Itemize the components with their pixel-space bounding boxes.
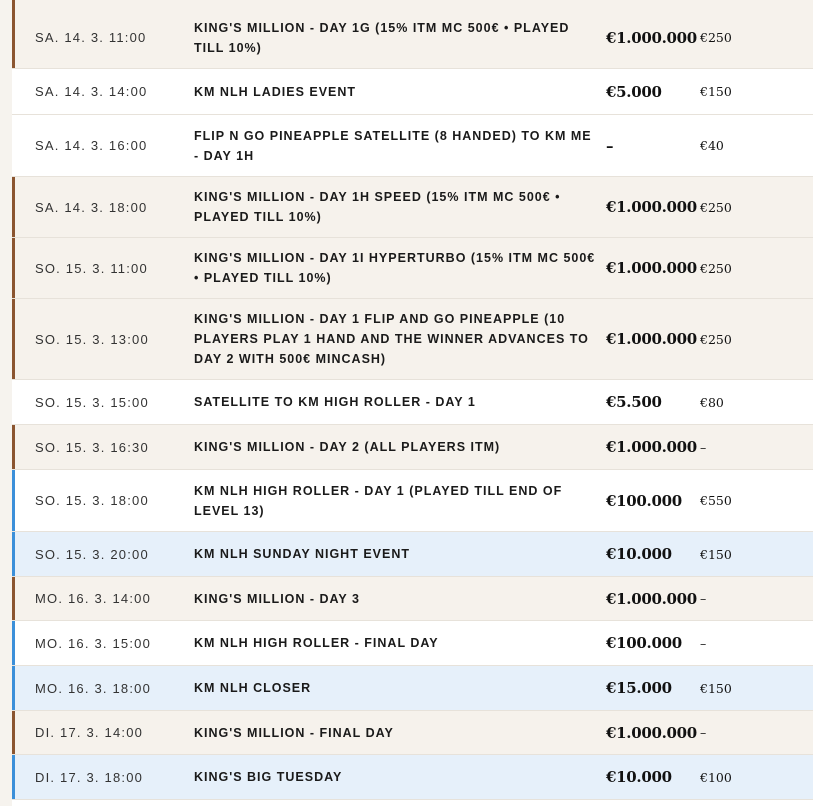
event-buyin: €150 bbox=[700, 84, 732, 99]
event-buyin: €250 bbox=[700, 331, 732, 347]
event-row[interactable] bbox=[12, 755, 813, 800]
event-name[interactable]: KING'S MILLION - FINAL DAY bbox=[194, 725, 394, 740]
event-type-marker bbox=[12, 69, 15, 114]
event-row[interactable] bbox=[12, 238, 813, 299]
event-buyin: €150 bbox=[700, 680, 732, 696]
event-row[interactable] bbox=[12, 470, 813, 532]
event-date: MO. 16. 3. 14:00 bbox=[35, 591, 152, 606]
event-date: SO. 15. 3. 18:00 bbox=[35, 493, 149, 508]
event-name[interactable]: SATELLITE TO KM HIGH ROLLER - DAY 1 bbox=[194, 395, 476, 409]
event-type-marker bbox=[12, 115, 15, 176]
event-buyin: €250 bbox=[700, 30, 732, 45]
event-row[interactable] bbox=[12, 621, 813, 666]
event-date: MO. 16. 3. 15:00 bbox=[35, 635, 152, 651]
event-date: SA. 14. 3. 14:00 bbox=[35, 84, 148, 99]
left-gutter bbox=[0, 0, 12, 806]
event-type-marker bbox=[12, 755, 15, 799]
event-guarantee: €100.000 bbox=[606, 634, 682, 652]
event-type-marker bbox=[12, 177, 15, 237]
event-type-marker bbox=[12, 532, 15, 576]
previous-row-edge bbox=[12, 0, 813, 7]
event-row[interactable] bbox=[12, 577, 813, 621]
event-row[interactable] bbox=[12, 532, 813, 577]
event-name[interactable]: KM NLH CLOSER bbox=[194, 681, 312, 695]
event-type-marker bbox=[12, 711, 15, 754]
event-date: DI. 17. 3. 18:00 bbox=[35, 769, 144, 785]
event-date: SO. 15. 3. 16:30 bbox=[35, 439, 149, 455]
event-date: DI. 17. 3. 14:00 bbox=[35, 725, 144, 740]
event-name[interactable]: KM NLH SUNDAY NIGHT EVENT bbox=[194, 547, 410, 561]
event-row[interactable] bbox=[12, 7, 813, 69]
event-type-marker bbox=[12, 425, 15, 469]
tournament-schedule-table bbox=[12, 7, 813, 800]
event-guarantee: €15.000 bbox=[606, 679, 672, 697]
event-row[interactable] bbox=[12, 177, 813, 238]
event-guarantee: €1.000.000 bbox=[606, 259, 697, 277]
event-date: SO. 15. 3. 20:00 bbox=[35, 546, 149, 562]
event-guarantee: €1.000.000 bbox=[606, 589, 697, 608]
event-guarantee: €10.000 bbox=[606, 545, 672, 563]
event-row[interactable] bbox=[12, 69, 813, 115]
event-date: SA. 14. 3. 11:00 bbox=[35, 30, 147, 45]
event-type-marker bbox=[12, 666, 15, 710]
event-buyin: €150 bbox=[700, 546, 732, 562]
event-type-marker bbox=[12, 621, 15, 665]
event-name[interactable]: KING'S MILLION - DAY 2 (ALL PLAYERS ITM) bbox=[194, 440, 501, 454]
event-guarantee: €1.000.000 bbox=[606, 438, 697, 456]
event-name[interactable]: KING'S BIG TUESDAY bbox=[194, 770, 343, 784]
event-buyin: €100 bbox=[700, 769, 732, 785]
event-type-marker bbox=[12, 299, 15, 379]
event-row[interactable] bbox=[12, 425, 813, 470]
event-name[interactable]: KM NLH HIGH ROLLER - DAY 1 (PLAYED TILL END OF LEVEL 13) bbox=[194, 483, 563, 518]
event-guarantee: – bbox=[606, 136, 614, 155]
event-guarantee: €5.500 bbox=[606, 393, 662, 411]
event-type-marker bbox=[12, 380, 15, 424]
event-name[interactable]: KING'S MILLION - DAY 3 bbox=[194, 591, 360, 606]
event-date: SO. 15. 3. 15:00 bbox=[35, 394, 149, 410]
event-name[interactable]: KING'S MILLION - DAY 1H SPEED (15% ITM MC 500€ • PLAYED TILL 10%) bbox=[194, 190, 561, 224]
event-type-marker bbox=[12, 577, 15, 620]
event-type-marker bbox=[12, 7, 15, 68]
event-guarantee: €1.000.000 bbox=[606, 198, 697, 216]
event-guarantee: €100.000 bbox=[606, 491, 682, 510]
event-guarantee: €1.000.000 bbox=[606, 28, 697, 47]
event-name[interactable]: KING'S MILLION - DAY 1I HYPERTURBO (15% ITM MC 500€ • PLAYED TILL 10%) bbox=[194, 251, 596, 285]
event-row[interactable] bbox=[12, 666, 813, 711]
event-date: MO. 16. 3. 18:00 bbox=[35, 680, 152, 696]
event-buyin: €40 bbox=[700, 138, 724, 153]
event-buyin: €80 bbox=[700, 394, 724, 410]
event-name[interactable]: KING'S MILLION - DAY 1 FLIP AND GO PINEAPPLE (10 PLAYERS PLAY 1 HAND AND THE WINNER ADVANCES TO DAY 2 WITH 500€ MINCASH) bbox=[194, 312, 589, 366]
event-name[interactable]: KM NLH HIGH ROLLER - FINAL DAY bbox=[194, 636, 439, 650]
event-guarantee: €1.000.000 bbox=[606, 723, 697, 742]
event-type-marker bbox=[12, 470, 15, 531]
event-buyin: – bbox=[700, 725, 707, 740]
event-date: SA. 14. 3. 18:00 bbox=[35, 199, 148, 215]
event-row[interactable] bbox=[12, 380, 813, 425]
event-guarantee: €10.000 bbox=[606, 768, 672, 786]
event-buyin: – bbox=[700, 635, 707, 651]
event-guarantee: €5.000 bbox=[606, 82, 662, 101]
event-row[interactable] bbox=[12, 115, 813, 177]
event-date: SO. 15. 3. 11:00 bbox=[35, 260, 148, 276]
event-type-marker bbox=[12, 238, 15, 298]
event-name[interactable]: KM NLH LADIES EVENT bbox=[194, 84, 357, 99]
event-name[interactable]: KING'S MILLION - DAY 1G (15% ITM MC 500€ • PLAYED TILL 10%) bbox=[194, 20, 570, 55]
event-guarantee: €1.000.000 bbox=[606, 330, 697, 348]
event-row[interactable] bbox=[12, 711, 813, 755]
event-buyin: €550 bbox=[700, 493, 732, 508]
event-row[interactable] bbox=[12, 299, 813, 380]
event-date: SA. 14. 3. 16:00 bbox=[35, 138, 148, 153]
event-buyin: – bbox=[700, 439, 707, 455]
event-buyin: €250 bbox=[700, 260, 732, 276]
event-name[interactable]: FLIP N GO PINEAPPLE SATELLITE (8 HANDED) TO KM ME - DAY 1H bbox=[194, 128, 592, 163]
event-date: SO. 15. 3. 13:00 bbox=[35, 331, 149, 347]
event-buyin: €250 bbox=[700, 199, 732, 215]
event-buyin: – bbox=[700, 591, 707, 606]
